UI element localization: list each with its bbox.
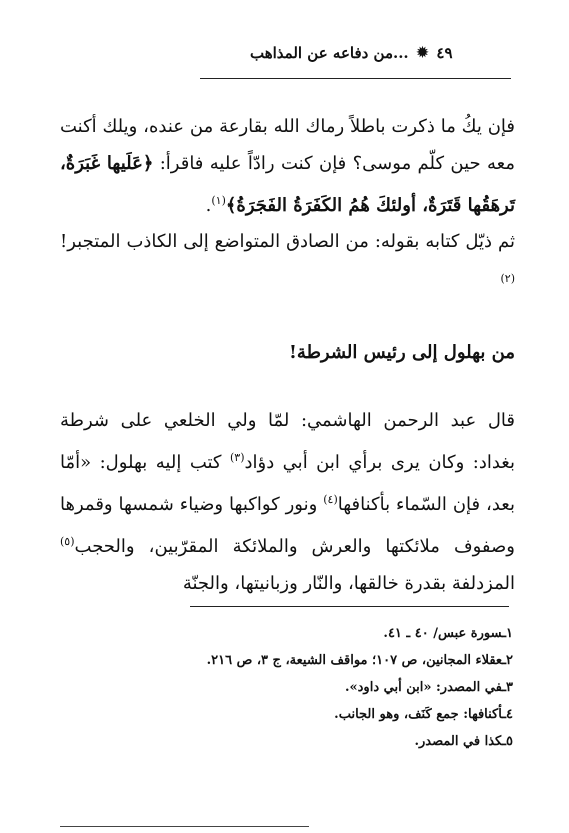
- footnote-4: ٤ـأكنافها: جمع كَنَف، وهو الجانب.: [334, 707, 513, 722]
- footnote-ref-1[interactable]: (١): [211, 194, 226, 207]
- bottom-edge-line: [60, 826, 309, 827]
- quran-verse: ﴿عَلَيها غَبَرَةٌ، تَرهَقُها قَتَرَةٌ، أولئكَ هُمُ الكَفَرَةُ الفَجَرَةُ﴾: [60, 153, 515, 216]
- paragraph-3-text-a: قال عبد الرحمن الهاشمي: لمّا ولي الخلعي على شرطة بغداد: وكان يرى برأي ابن أبي دؤاد: [60, 410, 515, 473]
- footnotes: [60, 620, 513, 755]
- paragraph-3: [60, 402, 515, 602]
- footnote-2: ٢ـعقلاء المجانين، ص ١٠٧؛ مواقف الشيعة، ج ٣، ص ٢١٦.: [206, 653, 513, 668]
- paragraph-1-end: .: [205, 195, 212, 216]
- header-divider: [200, 78, 511, 79]
- paragraph-1: [60, 108, 515, 224]
- running-header: [250, 44, 517, 62]
- star-ornament-icon: ✹: [416, 45, 429, 61]
- footnote-ref-3[interactable]: (٣): [229, 451, 245, 464]
- paragraph-1-text: فإن يكُ ما ذكرت باطلاً رماك الله بقارعة من عنده، ويلك أكنت معه حين كلّم موسى؟ فإن كنت رادّاً عليه فاقرأ:: [60, 116, 515, 174]
- paragraph-3-text-d: المزدلفة بقدرة خالقها، والنّار وزبانيتها، والجنّة: [182, 573, 515, 594]
- footnote-5: ٥ـكذا في المصدر.: [414, 734, 513, 749]
- footnote-3: ٣ـفي المصدر: «ابن أبي داود».: [344, 680, 513, 695]
- footnote-ref-2[interactable]: (٢): [500, 272, 515, 285]
- footnote-ref-4[interactable]: (٤): [323, 493, 338, 506]
- paragraph-2: [60, 223, 515, 302]
- footnote-1: ١ـسورة عبس/ ٤٠ ـ ٤١.: [383, 626, 513, 641]
- section-heading: من بهلول إلى رئيس الشرطة!: [289, 342, 515, 363]
- footnote-divider: [190, 606, 509, 607]
- page-number: ٤٩: [436, 44, 453, 62]
- paragraph-2-text: ثم ذيّل كتابه بقوله: من الصادق المتواضع إلى الكاذب المتجبر!: [60, 231, 515, 252]
- paragraph-3-text-b: كتب إليه بهلول: «أمّا بعد، فإن السّماء بأكنافها: [60, 452, 516, 515]
- footnote-ref-5[interactable]: (٥): [60, 535, 75, 548]
- paragraph-3-text-c: ونور كواكبها وضياء شمسها وقمرها وصفوف ملائكتها والعرش والملائكة المقرّبين، والحجب: [60, 494, 515, 557]
- header-title: ...من دفاعه عن المذاهب: [250, 44, 409, 62]
